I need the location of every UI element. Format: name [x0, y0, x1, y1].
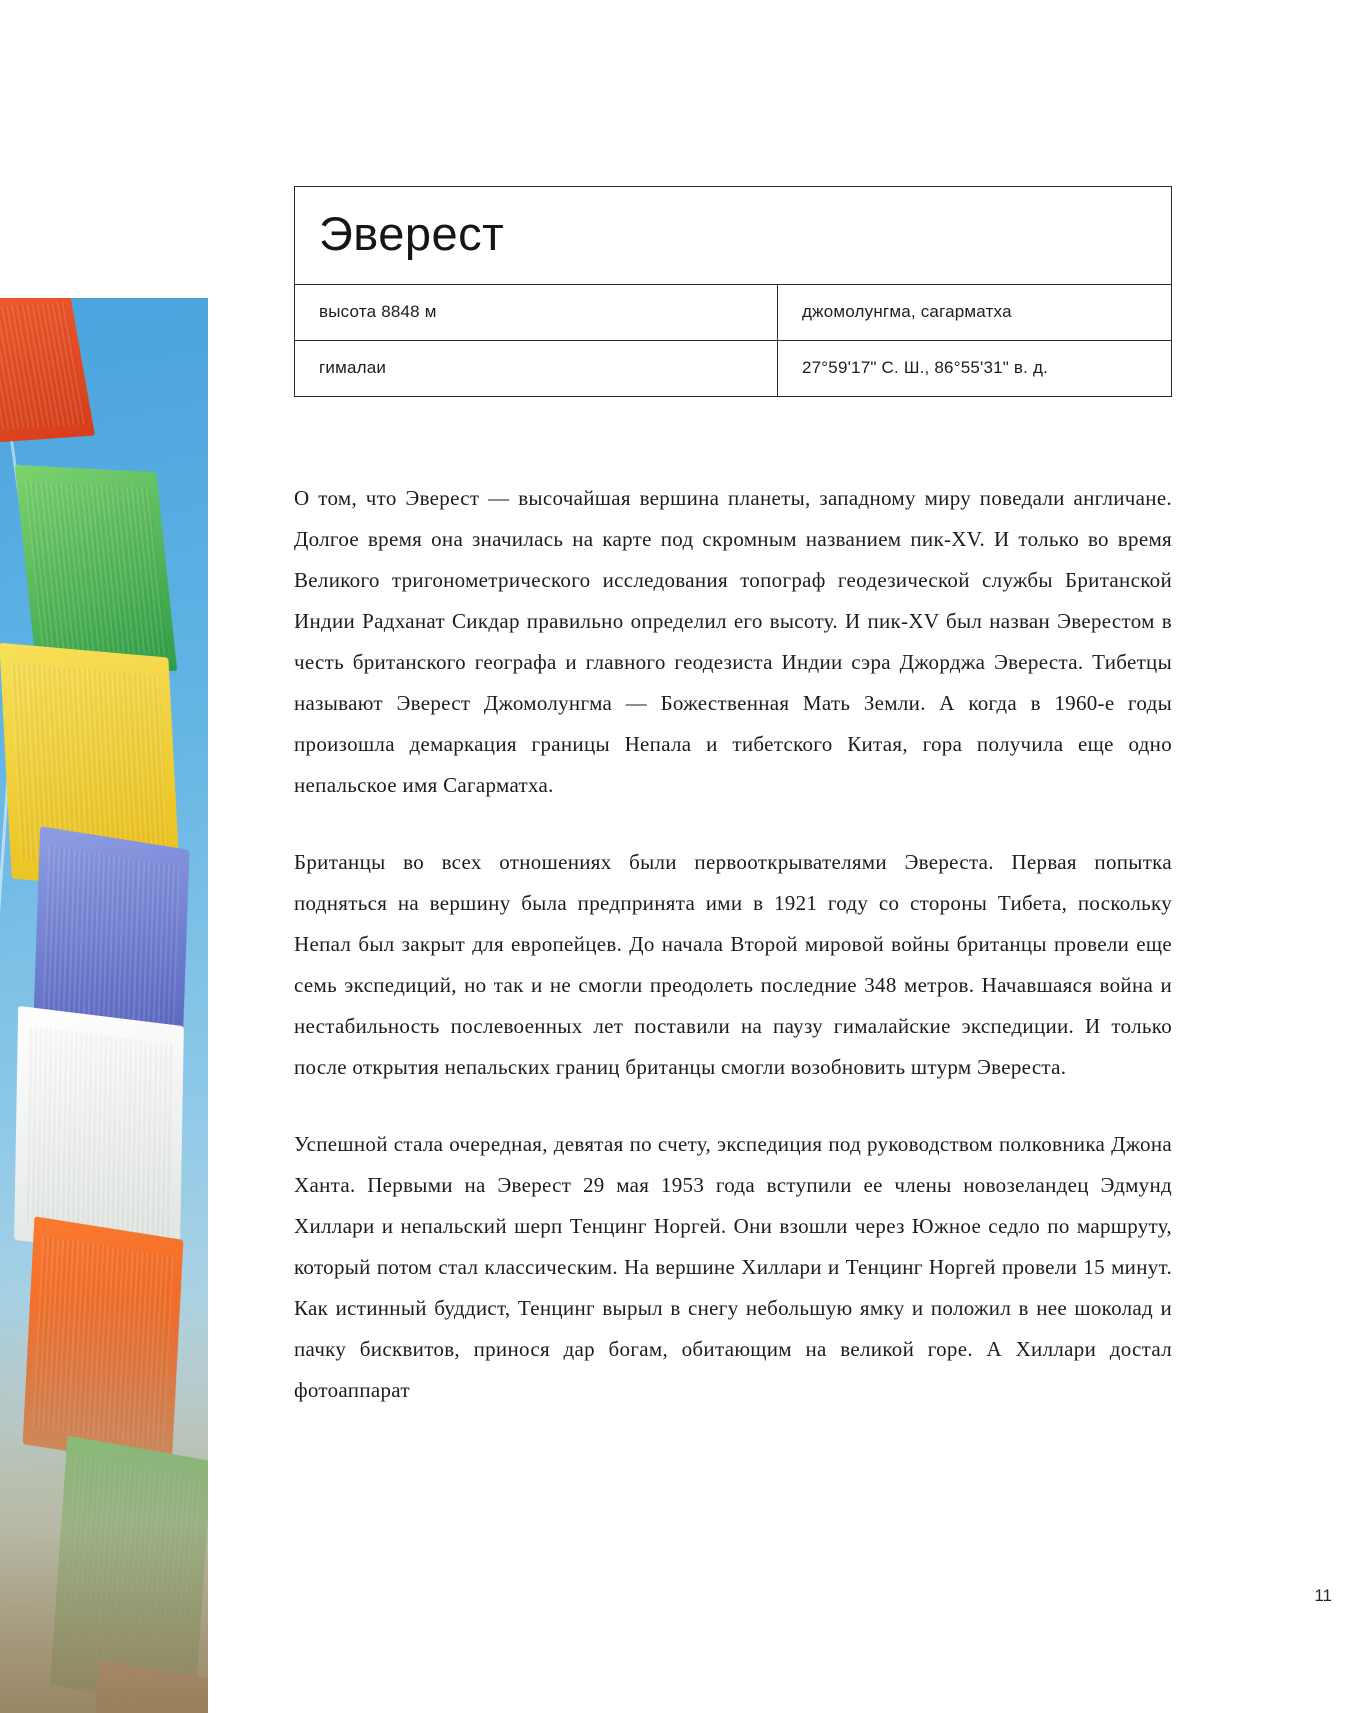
flag-green — [15, 465, 177, 671]
page-title: Эверест — [319, 207, 505, 260]
fact-range: гималаи — [295, 341, 778, 397]
fact-table — [294, 186, 1172, 397]
photo-ground-haze — [0, 1293, 208, 1713]
paragraph-3: Успешной стала очередная, девятая по счету, экспедиция под руководством полковника Джона Ханта. Первыми на Эверест 29 мая 1953 года вступили ее члены новозеландец Эдмунд Хиллари и непальский шерп Тенцинг Норгей. Они взошли через Южное седло по маршруту, который потом стал классическим. На вершине Хиллари и Тенцинг Норгей провели 15 минут. Как истинный буддист, Тенцинг вырыл в снегу небольшую ямку и положил в нее шоколад и пачку бисквитов, принося дар богам, обитающим на великой горе. А Хиллари достал фотоаппарат — [294, 1132, 1172, 1402]
table-row — [295, 341, 1172, 397]
flag-red — [0, 298, 95, 442]
fact-coordinates: 27°59'17" С. Ш., 86°55'31" в. д. — [778, 341, 1172, 397]
prayer-flags-photo — [0, 298, 208, 1713]
fact-alt-names: джомолунгма, сагарматха — [778, 285, 1172, 341]
fact-height: высота 8848 м — [295, 285, 778, 341]
table-row — [295, 285, 1172, 341]
paragraph-2: Британцы во всех отношениях были первооткрывателями Эвереста. Первая попытка подняться на вершину была предпринята ими в 1921 году со стороны Тибета, поскольку Непал был закрыт для европейцев. До начала Второй мировой войны британцы провели еще семь экспедиций, но так и не смогли преодолеть последние 348 метров. Начавшаяся война и нестабильность послевоенных лет поставили на паузу гималайские экспедиции. И только после открытия непальских границ британцы смогли возобновить штурм Эвереста. — [294, 850, 1172, 1079]
page-title-cell — [295, 187, 1172, 285]
page-number: 11 — [1314, 1586, 1332, 1605]
paragraph-1: О том, что Эверест — высочайшая вершина планеты, западному миру поведали англичане. Долгое время она значилась на карте под скромным названием пик-XV. И только во время Великого тригонометрического исследования топограф геодезической службы Британской Индии Радханат Сикдар правильно определил его высоту. И пик-XV был назван Эверестом в честь британского географа и главного геодезиста Индии сэра Джорджа Эвереста. Тибетцы называют Эверест Джомолунгма — Божественная Мать Земли. А когда в 1960-е годы произошла демаркация границы Непала и тибетского Китая, гора получила еще одно непальское имя Сагарматха. — [294, 486, 1172, 797]
article-body — [294, 478, 1172, 1411]
title-row — [295, 187, 1172, 285]
